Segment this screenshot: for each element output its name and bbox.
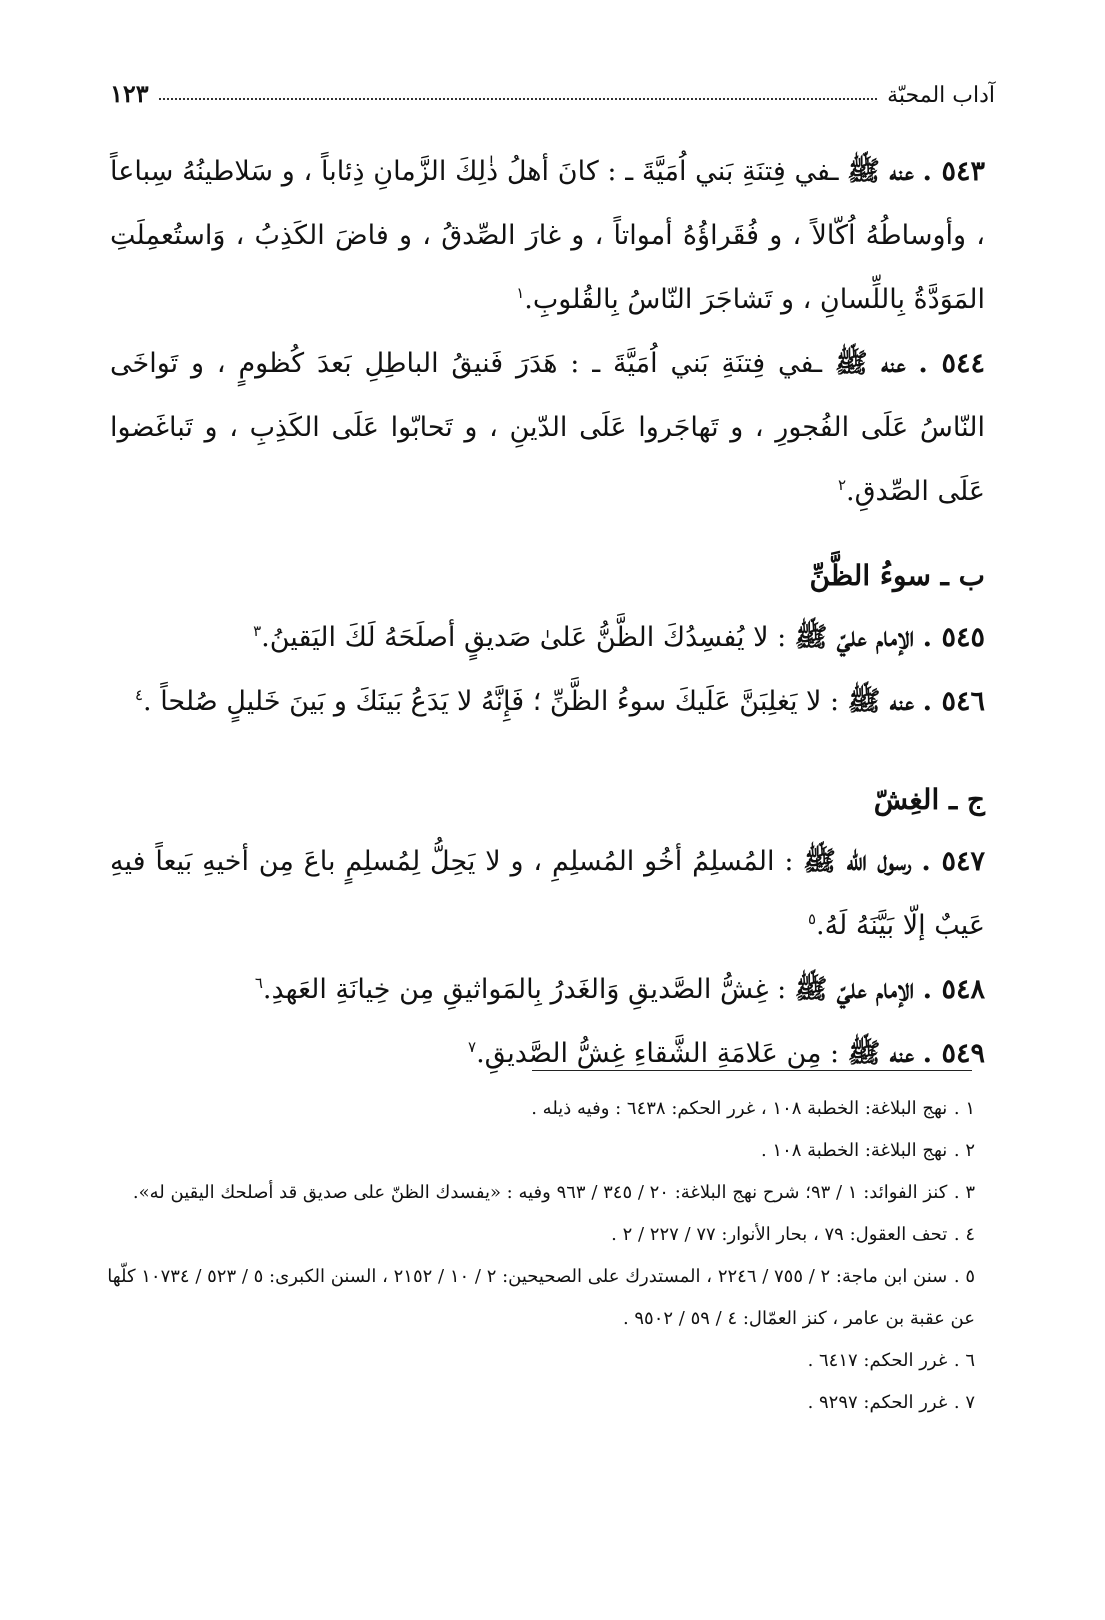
footnote-number: ٣ . xyxy=(953,1182,975,1203)
footnote xyxy=(100,1256,975,1340)
hadith-narrator: رسول الله ﷺ xyxy=(803,846,912,877)
hadith-text: : لا يَغلِبَنَّ عَلَيكَ سوءُ الظَّنِّ ؛ فَإِنَّهُ لا يَدَعُ بَينَكَ و بَينَ خَليلٍ صُلحاً . xyxy=(143,686,848,717)
footnote-marker[interactable]: ٦ xyxy=(254,974,263,992)
hadith-544 xyxy=(110,332,985,524)
footnote-number: ٧ . xyxy=(953,1392,975,1413)
footnote-text: نهج البلاغة: الخطبة ١٠٨ ، غرر الحكم: ٦٤٣٨ : وفيه ذيله . xyxy=(531,1098,948,1119)
hadith-text: : مِن عَلامَةِ الشَّقاءِ غِشُّ الصَّديقِ. xyxy=(476,1038,848,1069)
hadith-narrator: الإمام عليّ ﷺ xyxy=(794,974,915,1005)
footnote-number: ٢ . xyxy=(953,1140,975,1161)
hadith-narrator: الإمام عليّ ﷺ xyxy=(794,622,915,653)
hadith-narrator: عنه ﷺ xyxy=(834,348,906,379)
footnote xyxy=(100,1130,975,1172)
footnote-number: ٥ . xyxy=(953,1266,975,1287)
hadith-text: : لا يُفسِدُكَ الظَّنُّ عَلىٰ صَديقٍ أصلَحَهُ لَكَ اليَقينُ. xyxy=(261,622,795,653)
hadith-text: : غِشُّ الصَّديقِ وَالغَدرُ بِالمَواثيقِ مِن خِيانَةِ العَهدِ. xyxy=(262,974,795,1005)
footnote xyxy=(100,1088,975,1130)
page-number: ١٢٣ xyxy=(110,79,149,108)
hadith-548 xyxy=(110,958,985,1022)
hadith-text: ـفي فِتنَةِ بَني اُمَيَّةَ ـ : هَدَرَ فَنيقُ الباطِلِ بَعدَ كُظومٍ ، و تَواخَى النّاسُ عَلَى الفُجورِ ، و تَهاجَروا عَلَى الدّينِ ، و تَحابّوا عَلَى الكَذِبِ ، و تَباغَضوا عَلَى الصِّدقِ. xyxy=(110,348,985,507)
footnote-number: ٦ . xyxy=(953,1350,975,1371)
footnote-divider xyxy=(532,1070,972,1071)
hadith-547 xyxy=(110,830,985,958)
section-title-b: ب ـ سوءُ الظَّنِّ xyxy=(809,559,985,592)
footnote xyxy=(100,1172,975,1214)
hadith-number: ٥٤٧ . xyxy=(921,846,985,877)
hadith-narrator: عنه ﷺ xyxy=(847,1038,915,1069)
footnote xyxy=(100,1382,975,1424)
hadith-number: ٥٤٨ . xyxy=(922,974,985,1005)
footnote-marker[interactable]: ١ xyxy=(516,284,525,302)
hadith-545 xyxy=(110,606,985,670)
footnote-text: سنن ابن ماجة: ٢ / ٧٥٥ / ٢٢٤٦ ، المستدرك على الصحيحين: ٢ / ١٠ / ٢١٥٢ ، السنن الكبرى: ٥ / ٥٢٣ / ١٠٧٣٤ كلّها عن عقبة بن عامر ، كنز العمّال: ٤ / ٥٩ / ٩٥٠٢ . xyxy=(107,1266,975,1329)
hadith-narrator: عنه ﷺ xyxy=(847,156,914,187)
footnote-text: غرر الحكم: ٦٤١٧ . xyxy=(807,1350,948,1371)
footnote-marker[interactable]: ٢ xyxy=(837,476,847,494)
footnote-number: ٤ . xyxy=(953,1224,975,1245)
running-title: آداب المحبّة xyxy=(887,83,995,108)
dotted-leader xyxy=(159,98,877,100)
footnote-text: تحف العقول: ٧٩ ، بحار الأنوار: ٧٧ / ٢٢٧ / ٢ . xyxy=(611,1224,948,1245)
main-text xyxy=(110,140,985,1086)
hadith-number: ٥٤٤ . xyxy=(918,348,985,379)
running-header xyxy=(110,72,995,108)
hadith-number: ٥٤٣ . xyxy=(922,156,985,187)
hadith-text: ـفي فِتنَةِ بَني اُمَيَّةَ ـ : كانَ أهلُ ذٰلِكَ الزَّمانِ ذِئاباً ، و سَلاطينُهُ سِباعاً ، وأوساطُهُ اُكّالاً ، و فُقَراؤُهُ أمواتاً ، و غارَ الصِّدقُ ، و فاضَ الكَذِبُ ، وَاستُعمِلَتِ المَوَدَّةُ بِاللِّسانِ ، و تَشاجَرَ النّاسُ بِالقُلوبِ. xyxy=(110,156,985,315)
footnote-marker[interactable]: ٣ xyxy=(253,622,262,640)
footnote-number: ١ . xyxy=(953,1098,975,1119)
hadith-549 xyxy=(110,1022,985,1086)
footnote-marker[interactable]: ٧ xyxy=(468,1038,477,1056)
footnote-marker[interactable]: ٥ xyxy=(807,910,816,928)
footnote-text: كنز الفوائد: ١ / ٩٣؛ شرح نهج البلاغة: ٢٠ / ٣٤٥ / ٩٦٣ وفيه : «يفسدك الظنّ على صديق قد أصلحك اليقين له». xyxy=(132,1182,948,1203)
hadith-narrator: عنه ﷺ xyxy=(847,686,915,717)
footnotes xyxy=(100,1088,975,1424)
hadith-546 xyxy=(110,670,985,734)
hadith-number: ٥٤٩ . xyxy=(922,1038,985,1069)
footnote-marker[interactable]: ٤ xyxy=(134,686,144,704)
hadith-number: ٥٤٦ . xyxy=(922,686,985,717)
section-title-c: ج ـ الغِشّ xyxy=(873,783,985,816)
footnote-text: غرر الحكم: ٩٢٩٧ . xyxy=(807,1392,948,1413)
footnote xyxy=(100,1214,975,1256)
footnote xyxy=(100,1340,975,1382)
hadith-number: ٥٤٥ . xyxy=(922,622,985,653)
hadith-543 xyxy=(110,140,985,332)
hadith-text: : المُسلِمُ أخُو المُسلِمِ ، و لا يَحِلُّ لِمُسلِمٍ باعَ مِن أخيهِ بَيعاً فيهِ عَيبٌ إلّا بَيَّنَهُ لَهُ. xyxy=(110,846,985,941)
footnote-text: نهج البلاغة: الخطبة ١٠٨ . xyxy=(760,1140,948,1161)
